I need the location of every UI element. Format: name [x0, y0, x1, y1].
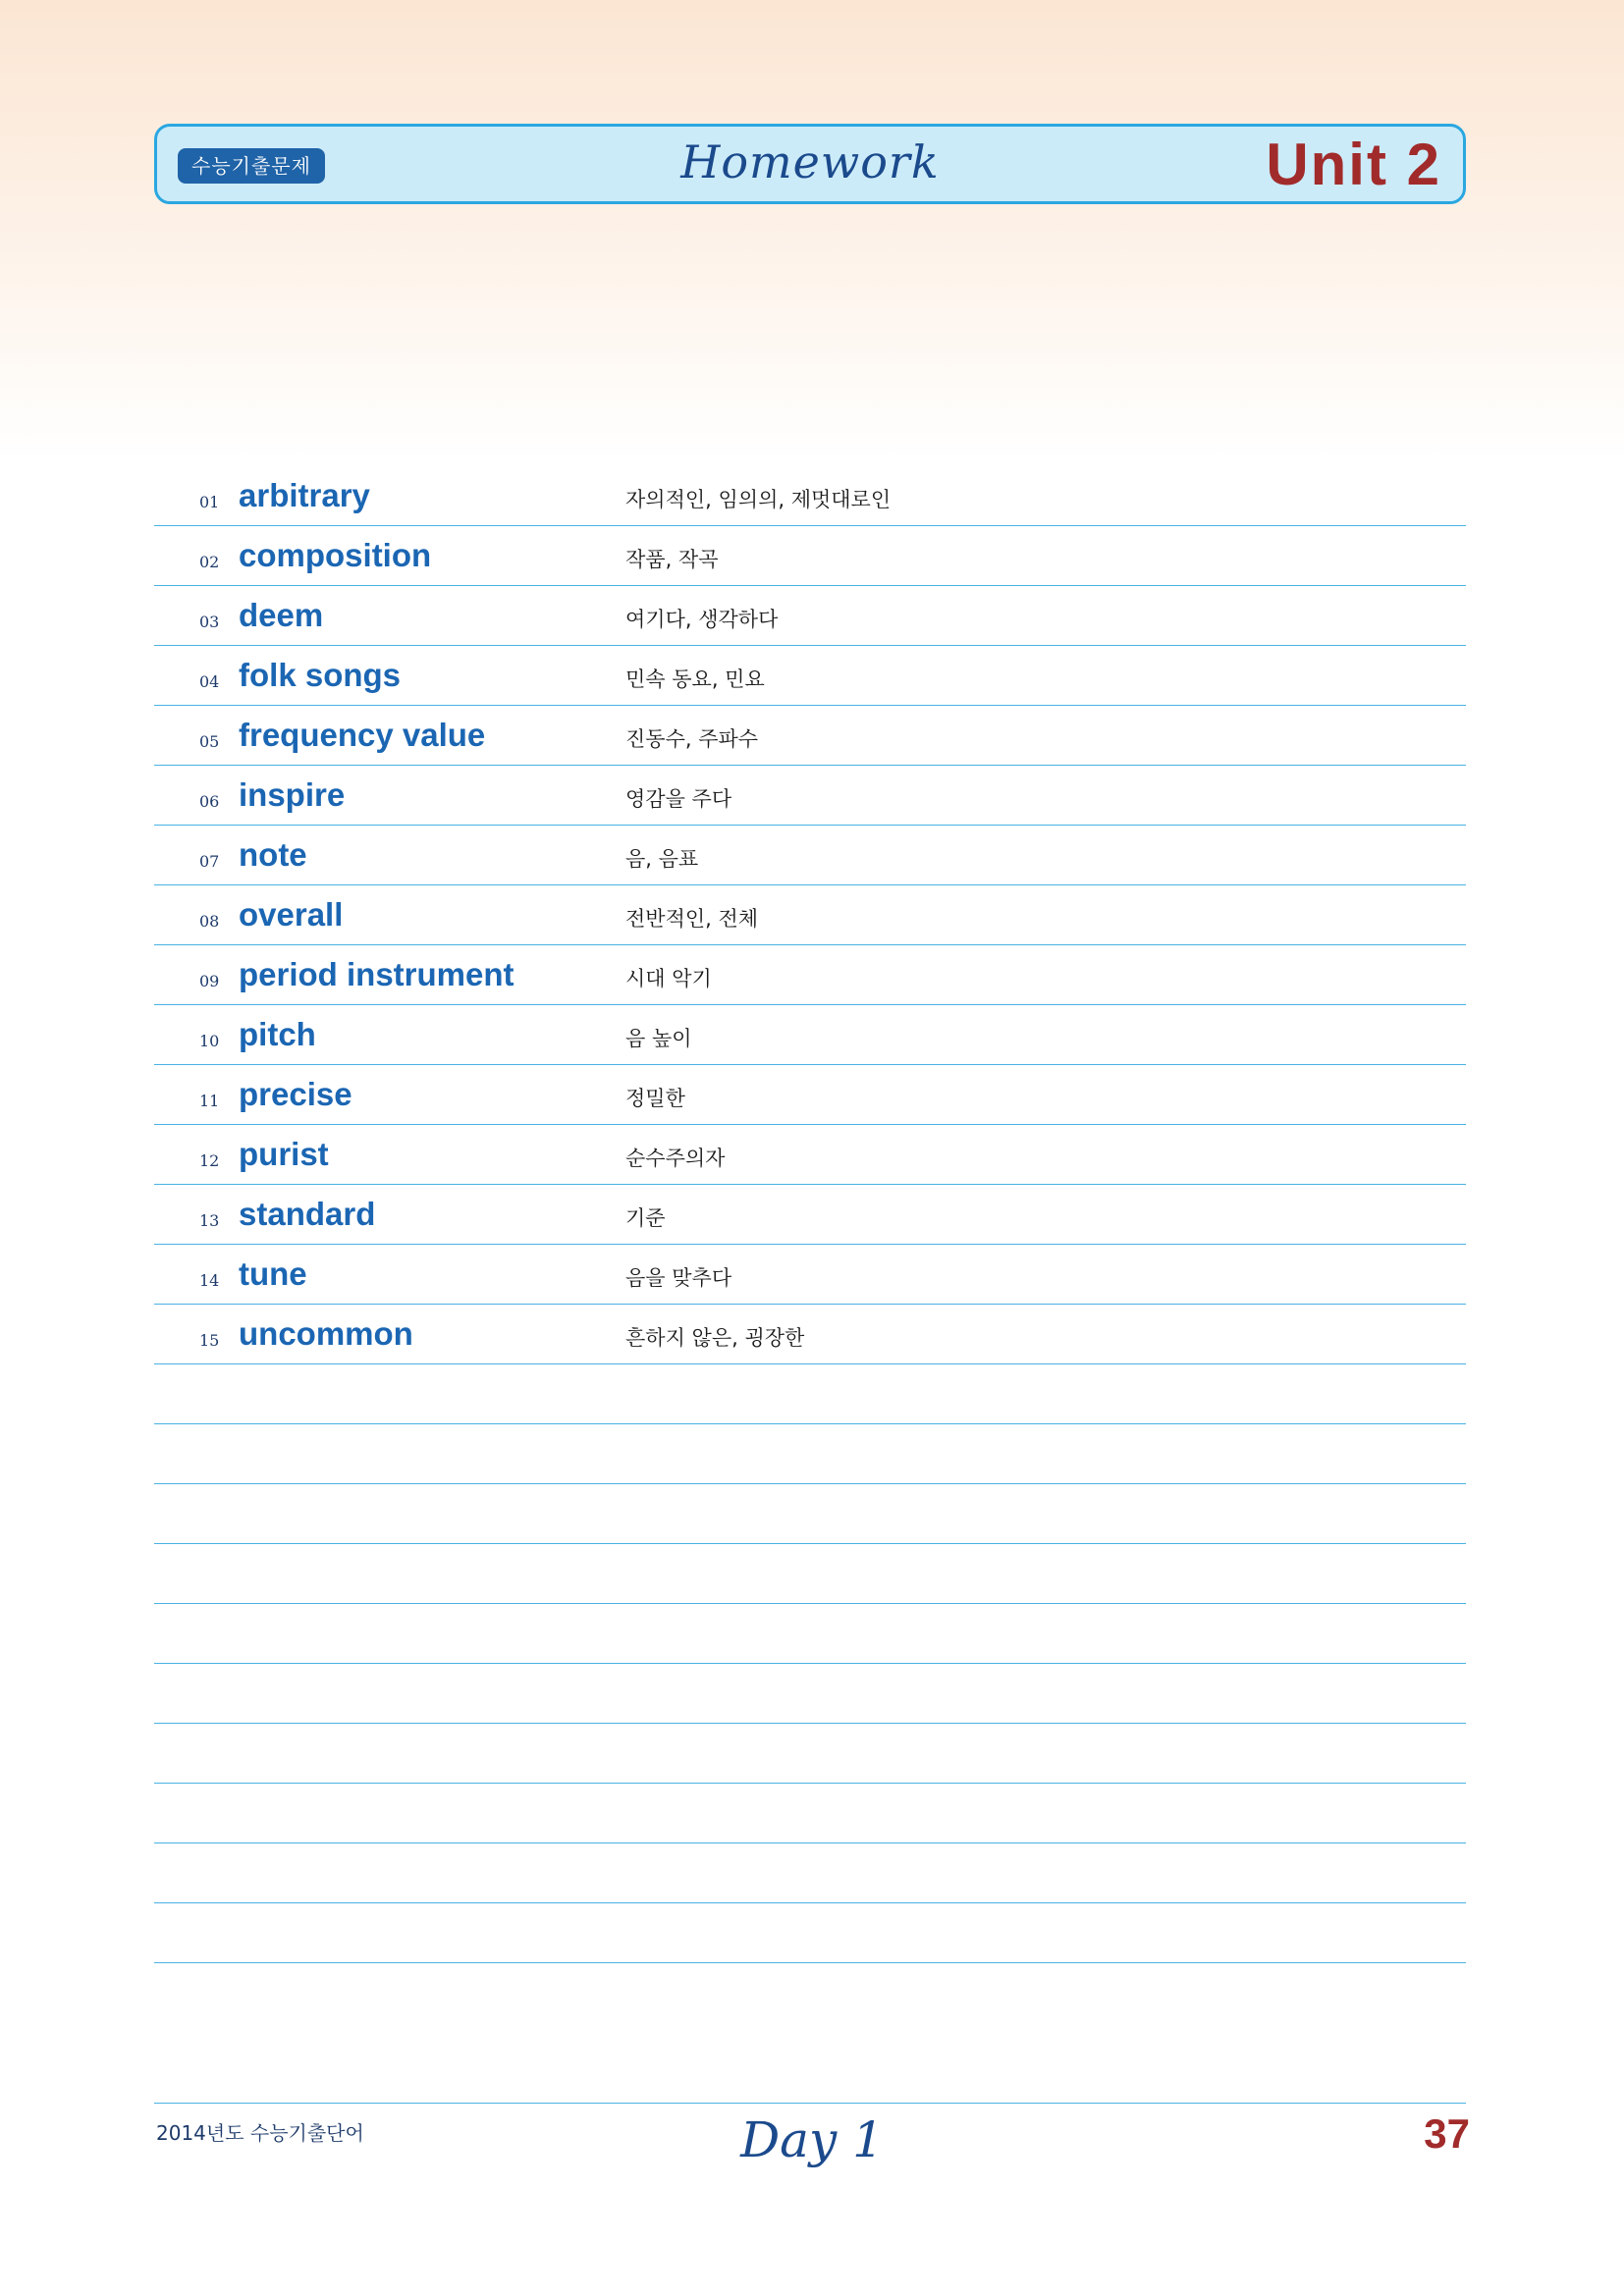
entry-meaning: 흔하지 않은, 굉장한: [625, 1326, 805, 1350]
vocab-row: [154, 826, 1466, 885]
blank-row: [154, 1364, 1466, 1424]
vocab-row: [154, 1245, 1466, 1305]
header-badge: 수능기출문제: [178, 148, 325, 184]
entry-meaning: 음, 음표: [625, 847, 699, 871]
entry-number: 05: [199, 732, 220, 751]
entry-term: pitch: [239, 1016, 316, 1052]
entry-term: inspire: [239, 776, 346, 813]
entry-number: 13: [199, 1211, 220, 1230]
entry-term: precise: [239, 1076, 352, 1112]
vocab-row: [154, 1185, 1466, 1245]
vocabulary-list: [154, 466, 1466, 1963]
entry-meaning: 정밀한: [625, 1087, 685, 1110]
entry-number: 12: [199, 1151, 220, 1170]
entry-term: overall: [239, 896, 344, 933]
entry-number: 09: [199, 972, 220, 990]
vocab-row: [154, 1065, 1466, 1125]
vocab-row: [154, 466, 1466, 526]
blank-row: [154, 1544, 1466, 1604]
vocab-row: [154, 766, 1466, 826]
blank-row: [154, 1604, 1466, 1664]
entry-meaning: 기준: [625, 1206, 666, 1230]
entry-number: 04: [199, 672, 220, 691]
entry-term: folk songs: [239, 657, 402, 693]
vocab-row: [154, 706, 1466, 766]
entry-term: deem: [239, 597, 324, 633]
entry-term: note: [239, 836, 307, 873]
vocab-row: [154, 526, 1466, 586]
entry-meaning: 전반적인, 전체: [625, 907, 759, 931]
page-background-glow: [0, 0, 1624, 461]
vocab-row: [154, 1005, 1466, 1065]
blank-row: [154, 1664, 1466, 1724]
entry-term: tune: [239, 1255, 307, 1292]
entry-meaning: 영감을 주다: [625, 787, 732, 811]
entry-meaning: 시대 악기: [625, 967, 712, 990]
entry-number: 14: [199, 1271, 220, 1290]
page-number: 37: [1424, 2110, 1470, 2157]
entry-meaning: 음 높이: [625, 1027, 692, 1050]
blank-row: [154, 1903, 1466, 1963]
entry-term: frequency value: [239, 717, 486, 753]
vocab-row: [154, 1305, 1466, 1364]
entry-number: 11: [199, 1092, 220, 1110]
entry-number: 02: [199, 553, 220, 571]
header-title: Homework: [680, 135, 940, 188]
entry-term: composition: [239, 537, 432, 573]
blank-row: [154, 1843, 1466, 1903]
entry-term: purist: [239, 1136, 329, 1172]
entry-number: 10: [199, 1032, 220, 1050]
unit-label: Unit 2: [1266, 132, 1441, 197]
entry-meaning: 자의적인, 임의의, 제멋대로인: [625, 488, 892, 511]
entry-meaning: 순수주의자: [625, 1147, 726, 1170]
entry-meaning: 음을 맞추다: [625, 1266, 732, 1290]
entry-term: uncommon: [239, 1315, 413, 1352]
entry-meaning: 작품, 작곡: [625, 548, 719, 571]
vocab-row: [154, 586, 1466, 646]
footer-day-label: Day 1: [740, 2111, 884, 2168]
entry-number: 07: [199, 852, 220, 871]
entry-number: 06: [199, 792, 220, 811]
vocab-row: [154, 945, 1466, 1005]
blank-row: [154, 1724, 1466, 1784]
blank-row: [154, 1784, 1466, 1843]
entry-number: 15: [199, 1331, 220, 1350]
page-header: [154, 124, 1466, 204]
blank-row: [154, 1484, 1466, 1544]
entry-term: standard: [239, 1196, 376, 1232]
entry-meaning: 진동수, 주파수: [625, 727, 759, 751]
entry-term: period instrument: [239, 956, 514, 992]
entry-meaning: 여기다, 생각하다: [625, 608, 779, 631]
footer-book-title: 2014년도 수능기출단어: [156, 2121, 364, 2145]
blank-row: [154, 1424, 1466, 1484]
vocab-row: [154, 885, 1466, 945]
vocab-row: [154, 1125, 1466, 1185]
entry-term: arbitrary: [239, 477, 370, 513]
vocab-row: [154, 646, 1466, 706]
entry-meaning: 민속 동요, 민요: [625, 667, 765, 691]
entry-number: 03: [199, 613, 220, 631]
entry-number: 08: [199, 912, 220, 931]
entry-number: 01: [199, 493, 220, 511]
